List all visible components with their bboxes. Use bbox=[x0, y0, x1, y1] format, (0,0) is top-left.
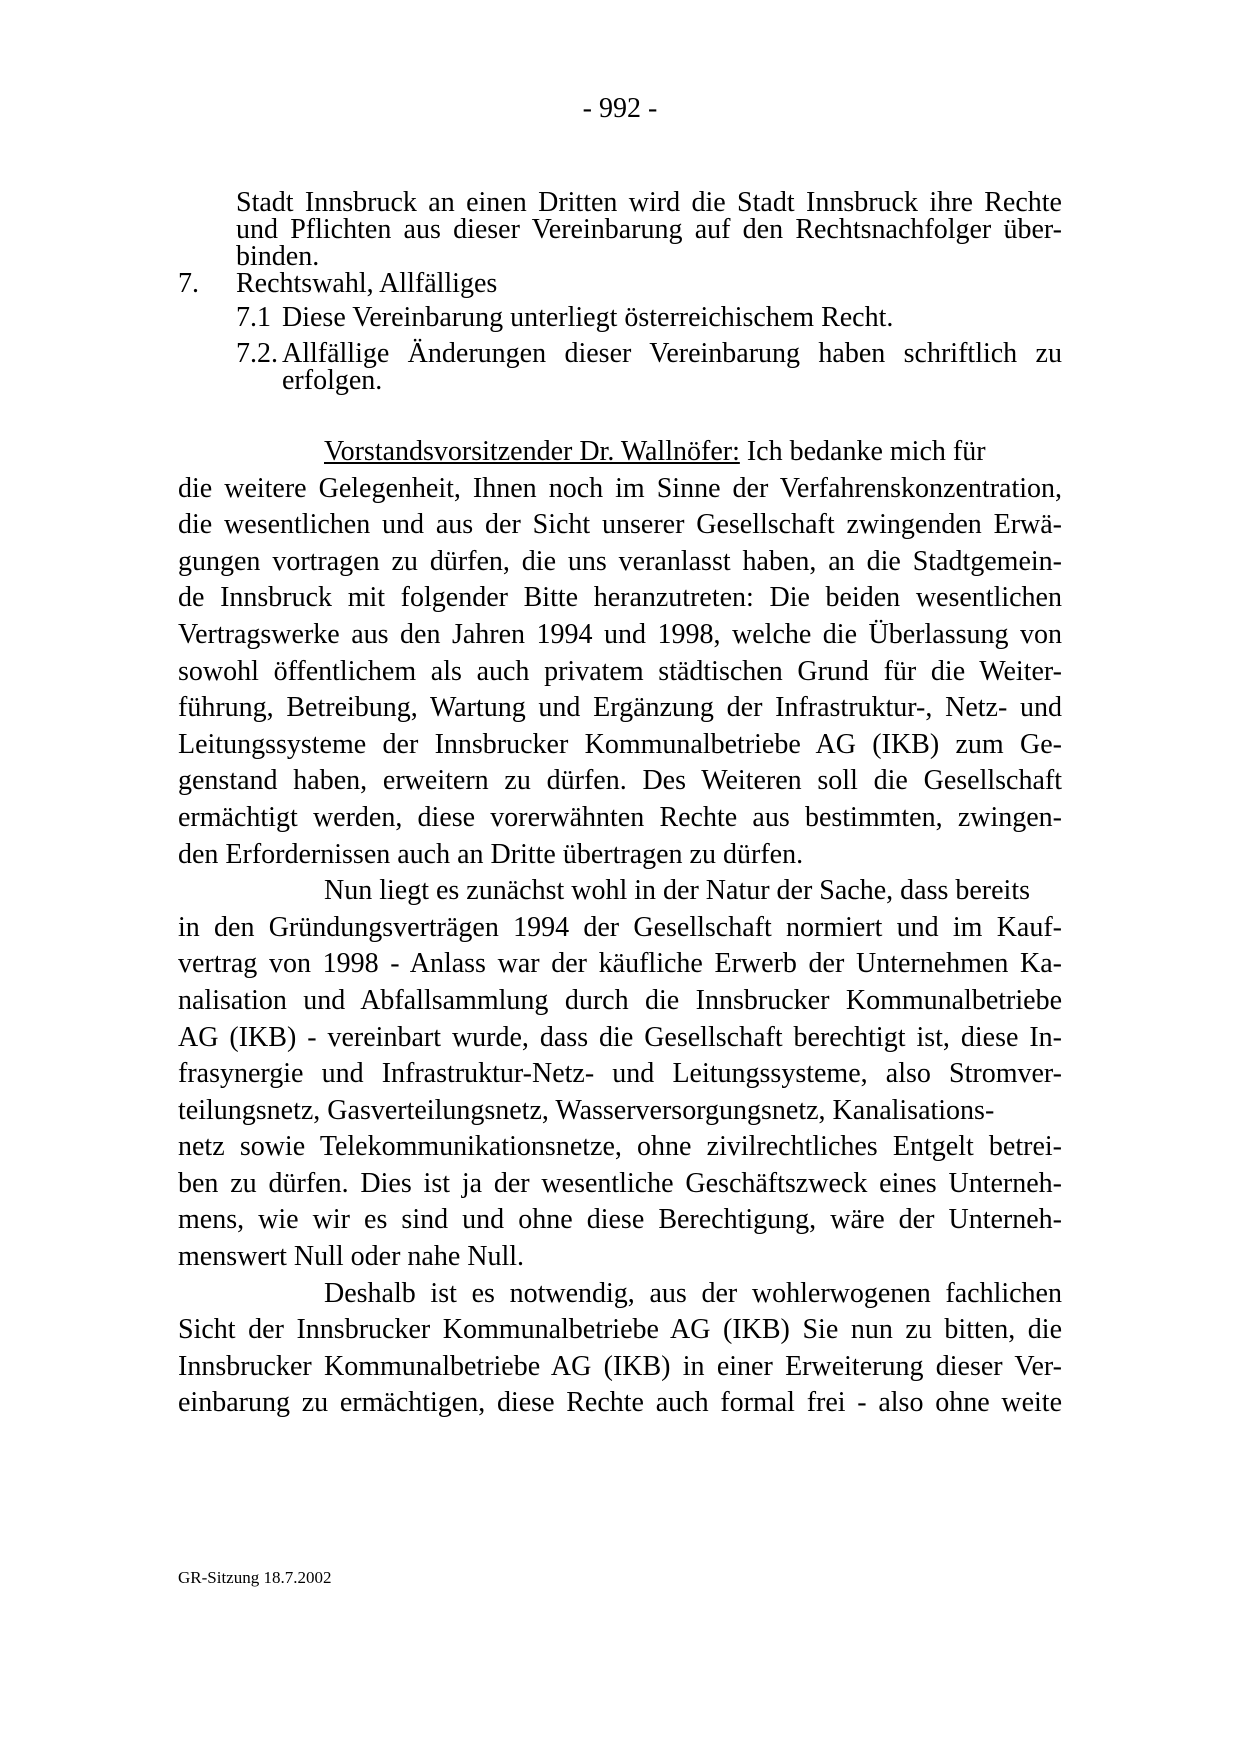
text-line: Vertragswerke aus den Jahren 1994 und 1998, welche die Überlassung von bbox=[178, 618, 1062, 650]
text-line: ermächtigt werden, diese vorerwähnten Rechte aus bestimmten, zwingen- bbox=[178, 801, 1062, 833]
text-line: frasynergie und Infrastruktur-Netz- und Leitungssysteme, also Stromver- bbox=[178, 1058, 1062, 1090]
item-7-1 bbox=[236, 304, 1062, 331]
text-line: Ich bedanke mich für bbox=[739, 436, 986, 467]
text-line: binden. bbox=[236, 241, 320, 272]
section-title: Rechtswahl, Allfälliges bbox=[236, 268, 498, 299]
speech-paragraph-1 bbox=[178, 434, 1062, 873]
speech-paragraph-3 bbox=[178, 1276, 1062, 1422]
text-line: Deshalb ist es notwendig, aus der wohlerwogenen fachlichen bbox=[324, 1277, 1062, 1309]
text-line: teilungsnetz, Gasverteilungsnetz, Wasserversorgungsnetz, Kanalisations- bbox=[178, 1094, 995, 1126]
item-text: Diese Vereinbarung unterliegt österreichischem Recht. bbox=[282, 302, 894, 333]
speech-paragraph-2 bbox=[178, 873, 1062, 1276]
text-line: und Pflichten aus dieser Vereinbarung auf den Rechtsnachfolger über- bbox=[236, 214, 1062, 245]
text-line: führung, Betreibung, Wartung und Ergänzung der Infrastruktur-, Netz- und bbox=[178, 692, 1062, 724]
speech-body bbox=[178, 434, 1062, 1422]
text-line: menswert Null oder nahe Null. bbox=[178, 1241, 525, 1273]
section-7-heading bbox=[178, 268, 497, 300]
text-line: den Erfordernissen auch an Dritte übertragen zu dürfen. bbox=[178, 838, 804, 870]
text-line: nalisation und Abfallsammlung durch die Innsbrucker Kommunalbetriebe bbox=[178, 984, 1062, 1016]
text-line: vertrag von 1998 - Anlass war der käufliche Erwerb der Unternehmen Ka- bbox=[178, 948, 1062, 980]
text-line: de Innsbruck mit folgender Bitte heranzutreten: Die beiden wesentlichen bbox=[178, 582, 1062, 614]
text-line: einbarung zu ermächtigen, diese Rechte auch formal frei - also ohne weite bbox=[178, 1387, 1062, 1419]
item-text: Allfällige Änderungen dieser Vereinbarung haben schriftlich zu bbox=[282, 338, 1062, 369]
continuation-text bbox=[236, 189, 1062, 270]
text-line: ben zu dürfen. Dies ist ja der wesentliche Geschäftszweck eines Unterneh- bbox=[178, 1167, 1062, 1199]
text-line: genstand haben, erweitern zu dürfen. Des Weiteren soll die Gesellschaft bbox=[178, 765, 1062, 797]
text-line: mens, wie wir es sind und ohne diese Berechtigung, wäre der Unterneh- bbox=[178, 1204, 1062, 1236]
text-line: Stadt Innsbruck an einen Dritten wird die Stadt Innsbruck ihre Rechte bbox=[236, 187, 1062, 218]
page-number: - 992 - bbox=[582, 93, 658, 124]
text-line: die weitere Gelegenheit, Ihnen noch im Sinne der Verfahrenskonzentration, bbox=[178, 472, 1062, 504]
footer-session-date: GR-Sitzung 18.7.2002 bbox=[178, 1568, 332, 1587]
text-line: Nun liegt es zunächst wohl in der Natur der Sache, dass bereits bbox=[324, 875, 1031, 907]
text-line: sowohl öffentlichem als auch privatem städtischen Grund für die Weiter- bbox=[178, 655, 1062, 687]
item-number: 7.1 bbox=[236, 302, 271, 333]
text-line: gungen vortragen zu dürfen, die uns veranlasst haben, an die Stadtgemein- bbox=[178, 545, 1062, 577]
item-number: 7.2. bbox=[236, 338, 278, 369]
text-line: Sicht der Innsbrucker Kommunalbetriebe AG (IKB) Sie nun zu bitten, die bbox=[178, 1314, 1062, 1346]
text-line: Innsbrucker Kommunalbetriebe AG (IKB) in einer Erweiterung dieser Ver- bbox=[178, 1350, 1062, 1382]
text-line: die wesentlichen und aus der Sicht unserer Gesellschaft zwingenden Erwä- bbox=[178, 509, 1062, 541]
text-line: in den Gründungsverträgen 1994 der Gesellschaft normiert und im Kauf- bbox=[178, 911, 1062, 943]
text-line: netz sowie Telekommunikationsnetze, ohne zivilrechtliches Entgelt betrei- bbox=[178, 1131, 1062, 1163]
text-line: Leitungssysteme der Innsbrucker Kommunalbetriebe AG (IKB) zum Ge- bbox=[178, 728, 1062, 760]
item-text-continued: erfolgen. bbox=[282, 365, 383, 396]
text-line: AG (IKB) - vereinbart wurde, dass die Gesellschaft berechtigt ist, diese In- bbox=[178, 1021, 1062, 1053]
section-number: 7. bbox=[178, 268, 199, 299]
item-7-2 bbox=[236, 340, 1062, 394]
speaker-name: Vorstandsvorsitzender Dr. Wallnöfer: bbox=[324, 436, 740, 467]
